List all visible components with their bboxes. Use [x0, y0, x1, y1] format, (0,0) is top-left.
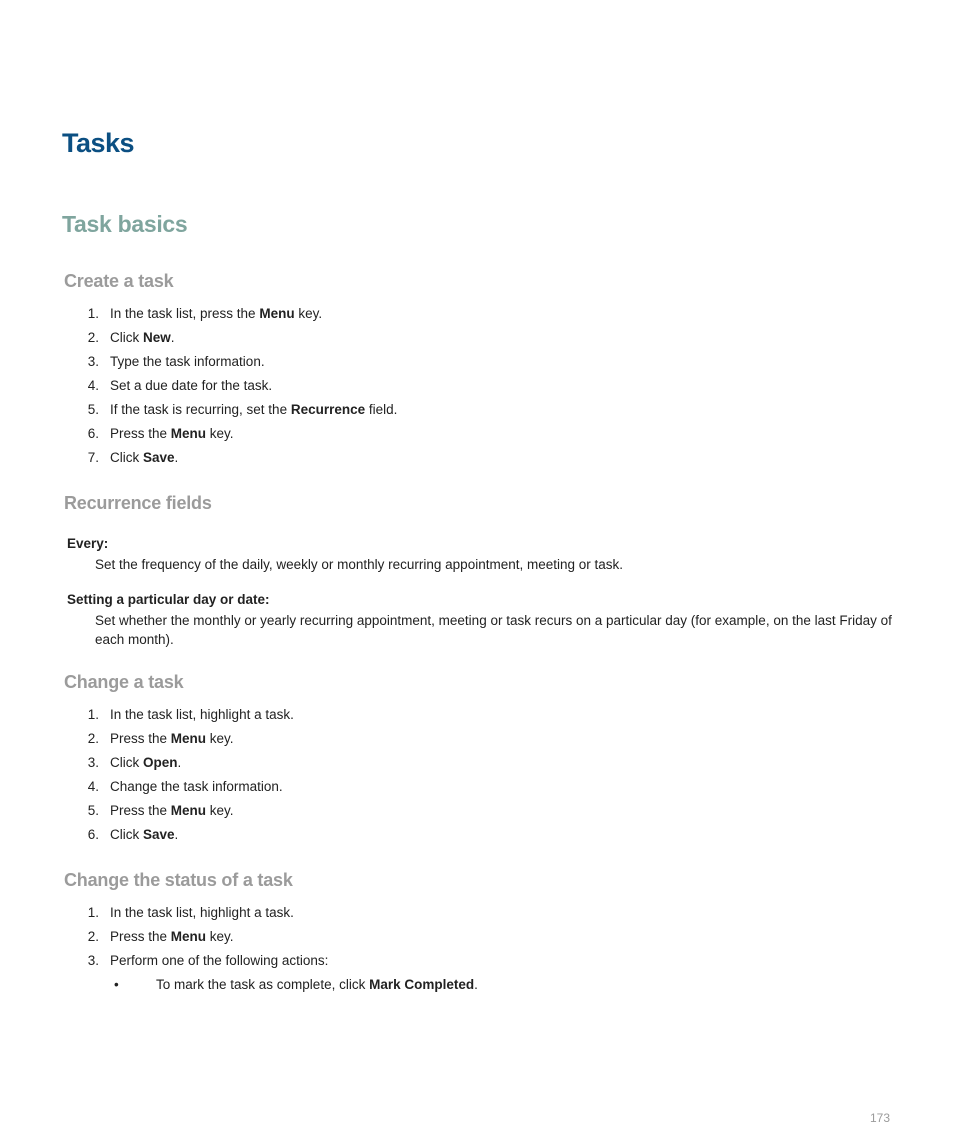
bullet-item: • To mark the task as complete, click Mark Completed. — [110, 975, 478, 999]
change-status-steps — [64, 903, 478, 999]
list-item: 1. In the task list, press the Menu key. — [87, 306, 323, 321]
create-task-steps — [64, 304, 397, 472]
field-definition-particular-day: Set whether the monthly or yearly recurring appointment, meeting or task recurs on a particular day (for example, on the last Friday of each month). — [95, 613, 892, 647]
list-item: 6. Click Save. — [87, 827, 179, 842]
field-term-particular-day: Setting a particular day or date: — [67, 592, 270, 607]
list-item: 4. Change the task information. — [87, 779, 283, 794]
list-item: 2. Press the Menu key. — [87, 731, 234, 746]
list-item: 5. If the task is recurring, set the Recurrence field. — [87, 402, 398, 417]
change-task-steps — [64, 705, 294, 849]
list-item: 3. Click Open. — [87, 755, 182, 770]
list-item: 7. Click Save. — [87, 450, 179, 465]
list-item: 3. Perform one of the following actions: — [87, 953, 329, 968]
status-actions-list — [110, 975, 478, 999]
change-status-heading: Change the status of a task — [64, 870, 293, 890]
sub-list-container — [64, 975, 478, 999]
list-item: 1. In the task list, highlight a task. — [87, 707, 294, 722]
field-term-every: Every: — [67, 536, 109, 551]
recurrence-fields-heading: Recurrence fields — [64, 493, 212, 513]
list-item: 6. Press the Menu key. — [87, 426, 234, 441]
bullet-icon: • — [114, 977, 119, 992]
list-item: 4. Set a due date for the task. — [87, 378, 273, 393]
list-item: 2. Press the Menu key. — [87, 929, 234, 944]
list-item: 3. Type the task information. — [87, 354, 265, 369]
section-title: Task basics — [62, 211, 188, 237]
page-number: 173 — [869, 1111, 890, 1125]
list-item: 2. Click New. — [87, 330, 175, 345]
field-definition-every: Set the frequency of the daily, weekly or monthly recurring appointment, meeting or task. — [95, 557, 624, 572]
create-task-heading: Create a task — [64, 271, 174, 291]
list-item: 5. Press the Menu key. — [87, 803, 234, 818]
change-task-heading: Change a task — [64, 672, 184, 692]
list-item: 1. In the task list, highlight a task. — [87, 905, 294, 920]
page-title: Tasks — [62, 128, 135, 158]
